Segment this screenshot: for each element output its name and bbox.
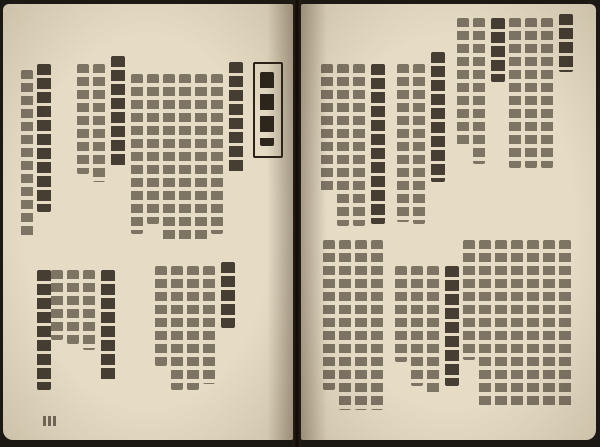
entry-heading xyxy=(445,266,459,386)
entry-heading xyxy=(37,270,51,390)
section-title-box xyxy=(253,62,283,158)
text-column xyxy=(463,240,475,360)
text-column xyxy=(155,266,167,366)
text-column xyxy=(473,18,485,164)
text-column xyxy=(67,270,79,344)
entry-heading xyxy=(37,64,51,212)
text-column xyxy=(339,240,351,410)
text-column xyxy=(321,64,333,192)
left-page xyxy=(3,4,293,440)
text-column xyxy=(371,240,383,410)
text-column xyxy=(195,74,207,242)
entry-heading xyxy=(111,56,125,166)
text-column xyxy=(77,64,89,174)
text-column xyxy=(511,240,523,408)
text-column xyxy=(21,70,33,238)
entry-heading xyxy=(559,14,573,72)
text-column xyxy=(203,266,215,384)
page-number xyxy=(43,416,57,426)
text-column xyxy=(527,240,539,408)
text-column xyxy=(187,266,199,390)
text-column xyxy=(355,240,367,410)
book-gutter xyxy=(293,0,301,447)
text-column xyxy=(83,270,95,350)
text-column xyxy=(413,64,425,224)
entry-heading xyxy=(101,270,115,382)
text-column xyxy=(353,64,365,226)
text-column xyxy=(131,74,143,234)
text-column xyxy=(397,64,409,222)
entry-heading xyxy=(371,64,385,224)
text-column xyxy=(147,74,159,224)
entry-heading xyxy=(491,18,505,82)
text-column xyxy=(323,240,335,390)
text-column xyxy=(495,240,507,408)
text-column xyxy=(457,18,469,148)
text-column xyxy=(179,74,191,242)
text-column xyxy=(337,64,349,226)
text-column xyxy=(559,240,571,408)
section-title-text xyxy=(260,72,274,146)
text-column xyxy=(163,74,175,242)
text-column xyxy=(525,18,537,168)
text-column xyxy=(51,270,63,340)
text-column xyxy=(395,266,407,362)
entry-heading xyxy=(229,62,243,174)
text-column xyxy=(541,18,553,168)
entry-heading xyxy=(221,262,235,328)
text-column xyxy=(479,240,491,408)
text-column xyxy=(509,18,521,168)
text-column xyxy=(427,266,439,396)
right-page xyxy=(301,4,596,440)
text-column xyxy=(411,266,423,386)
entry-heading xyxy=(431,52,445,182)
text-column xyxy=(543,240,555,408)
text-column xyxy=(93,64,105,182)
text-column xyxy=(171,266,183,390)
text-column xyxy=(211,74,223,234)
